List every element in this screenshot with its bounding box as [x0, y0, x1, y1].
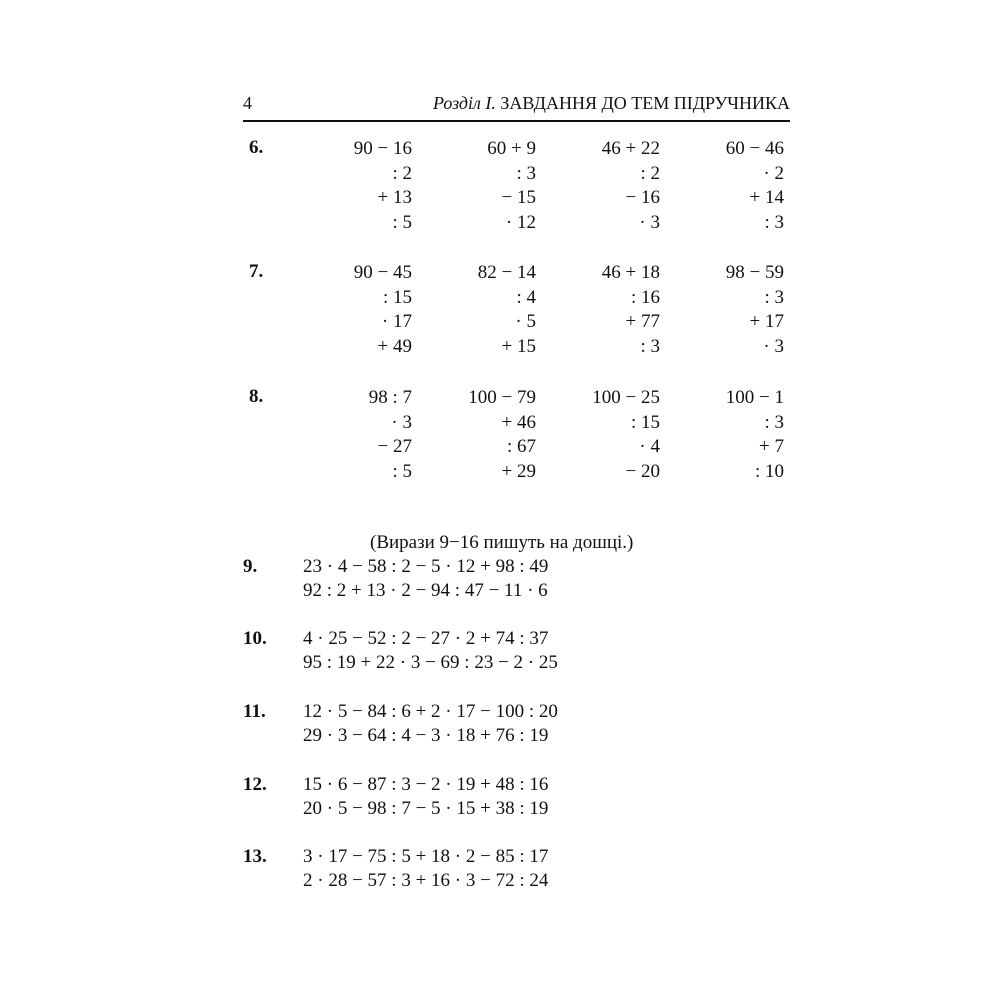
chain-step: : 2	[640, 162, 660, 184]
exercise-number: 9.	[243, 556, 258, 577]
chain-step: : 3	[516, 162, 536, 184]
chain-step: + 17	[749, 311, 784, 332]
chain-step: · 17	[381, 311, 412, 332]
chain-column	[406, 137, 536, 235]
chain-column	[654, 137, 784, 235]
chain-step: · 3	[639, 211, 660, 233]
chain-step: 90 − 16	[353, 138, 412, 159]
chain-step: : 15	[630, 411, 660, 433]
chain-step: · 3	[391, 411, 412, 433]
chain-step: 60 + 9	[487, 138, 536, 159]
chain-step: : 5	[392, 460, 412, 482]
chain-step: 60 − 46	[725, 138, 784, 159]
chain-step: : 3	[640, 335, 660, 357]
chain-step: : 3	[764, 286, 784, 308]
chain-step: 98 : 7	[368, 387, 412, 408]
chain-step: · 3	[763, 335, 784, 357]
chain-step: 100 − 79	[468, 387, 536, 408]
chain-step: + 15	[501, 335, 536, 357]
chain-step: : 15	[382, 286, 412, 308]
chain-step: 46 + 22	[601, 138, 660, 159]
exercise-number: 8.	[249, 386, 264, 407]
chain-column	[406, 261, 536, 359]
expression-line: 20 · 5 − 98 : 7 − 5 · 15 + 38 : 19	[303, 798, 549, 819]
chain-step: · 12	[505, 211, 536, 233]
chain-step: 90 − 45	[353, 262, 412, 283]
part-title: ЗАВДАННЯ ДО ТЕМ ПІДРУЧНИКА	[500, 93, 790, 113]
chain-step: 100 − 1	[725, 387, 784, 408]
chain-step: + 13	[377, 187, 412, 208]
expression-line: 15 · 6 − 87 : 3 − 2 · 19 + 48 : 16	[303, 774, 549, 795]
chain-step: 46 + 18	[601, 262, 660, 283]
chain-step: : 2	[392, 162, 412, 184]
part-label: Розділ І.	[432, 93, 496, 113]
exercise-number: 11.	[243, 701, 266, 722]
chain-step: : 16	[630, 286, 660, 308]
expression-line: 92 : 2 + 13 · 2 − 94 : 47 − 11 · 6	[303, 580, 548, 601]
page-number: 4	[243, 93, 252, 113]
chain-step: · 5	[515, 311, 536, 332]
chain-step: : 3	[764, 411, 784, 433]
chain-step: + 14	[749, 187, 784, 208]
chain-step: + 49	[377, 335, 412, 357]
expression-line: 12 · 5 − 84 : 6 + 2 · 17 − 100 : 20	[303, 701, 558, 722]
chain-step: + 77	[625, 311, 660, 332]
chain-step: 100 − 25	[592, 387, 660, 408]
header-rule	[243, 120, 790, 122]
chain-column	[530, 137, 660, 235]
chain-step: · 4	[639, 436, 660, 457]
expression-line: 29 · 3 − 64 : 4 − 3 · 18 + 76 : 19	[303, 725, 549, 746]
expression-line: 23 · 4 − 58 : 2 − 5 · 12 + 98 : 49	[303, 556, 549, 577]
chain-column	[654, 261, 784, 359]
chain-step: 82 − 14	[477, 262, 536, 283]
exercise-number: 7.	[249, 261, 264, 282]
chain-step: : 3	[764, 211, 784, 233]
exercise-number: 12.	[243, 774, 267, 795]
chain-step: + 46	[501, 411, 536, 433]
running-header	[243, 93, 790, 119]
chain-step: + 29	[501, 460, 536, 482]
chain-step: · 2	[763, 162, 784, 184]
expression-line: 4 · 25 − 52 : 2 − 27 · 2 + 74 : 37	[303, 628, 549, 649]
expression-line: 3 · 17 − 75 : 5 + 18 · 2 − 85 : 17	[303, 846, 549, 867]
chain-step: − 15	[501, 187, 536, 208]
chain-step: − 16	[625, 187, 660, 208]
chain-column	[530, 386, 660, 484]
exercise-number: 10.	[243, 628, 267, 649]
chain-step: − 27	[377, 436, 412, 457]
chain-column	[406, 386, 536, 484]
chain-column	[654, 386, 784, 484]
expression-line: 2 · 28 − 57 : 3 + 16 · 3 − 72 : 24	[303, 870, 549, 891]
chain-column	[282, 137, 412, 235]
running-title	[433, 93, 790, 114]
chain-step: : 67	[506, 436, 536, 457]
chain-step: : 5	[392, 211, 412, 233]
chain-column	[282, 261, 412, 359]
expression-line: 95 : 19 + 22 · 3 − 69 : 23 − 2 · 25	[303, 652, 558, 673]
chain-step: 98 − 59	[725, 262, 784, 283]
chain-column	[530, 261, 660, 359]
chain-step: + 7	[759, 436, 784, 457]
chain-step: : 4	[516, 286, 536, 308]
chain-step: − 20	[625, 460, 660, 482]
chain-step: : 10	[754, 460, 784, 482]
exercise-number: 6.	[249, 137, 264, 158]
chain-column	[282, 386, 412, 484]
board-note: (Вирази 9−16 пишуть на дошці.)	[370, 532, 634, 553]
exercise-number: 13.	[243, 846, 267, 867]
